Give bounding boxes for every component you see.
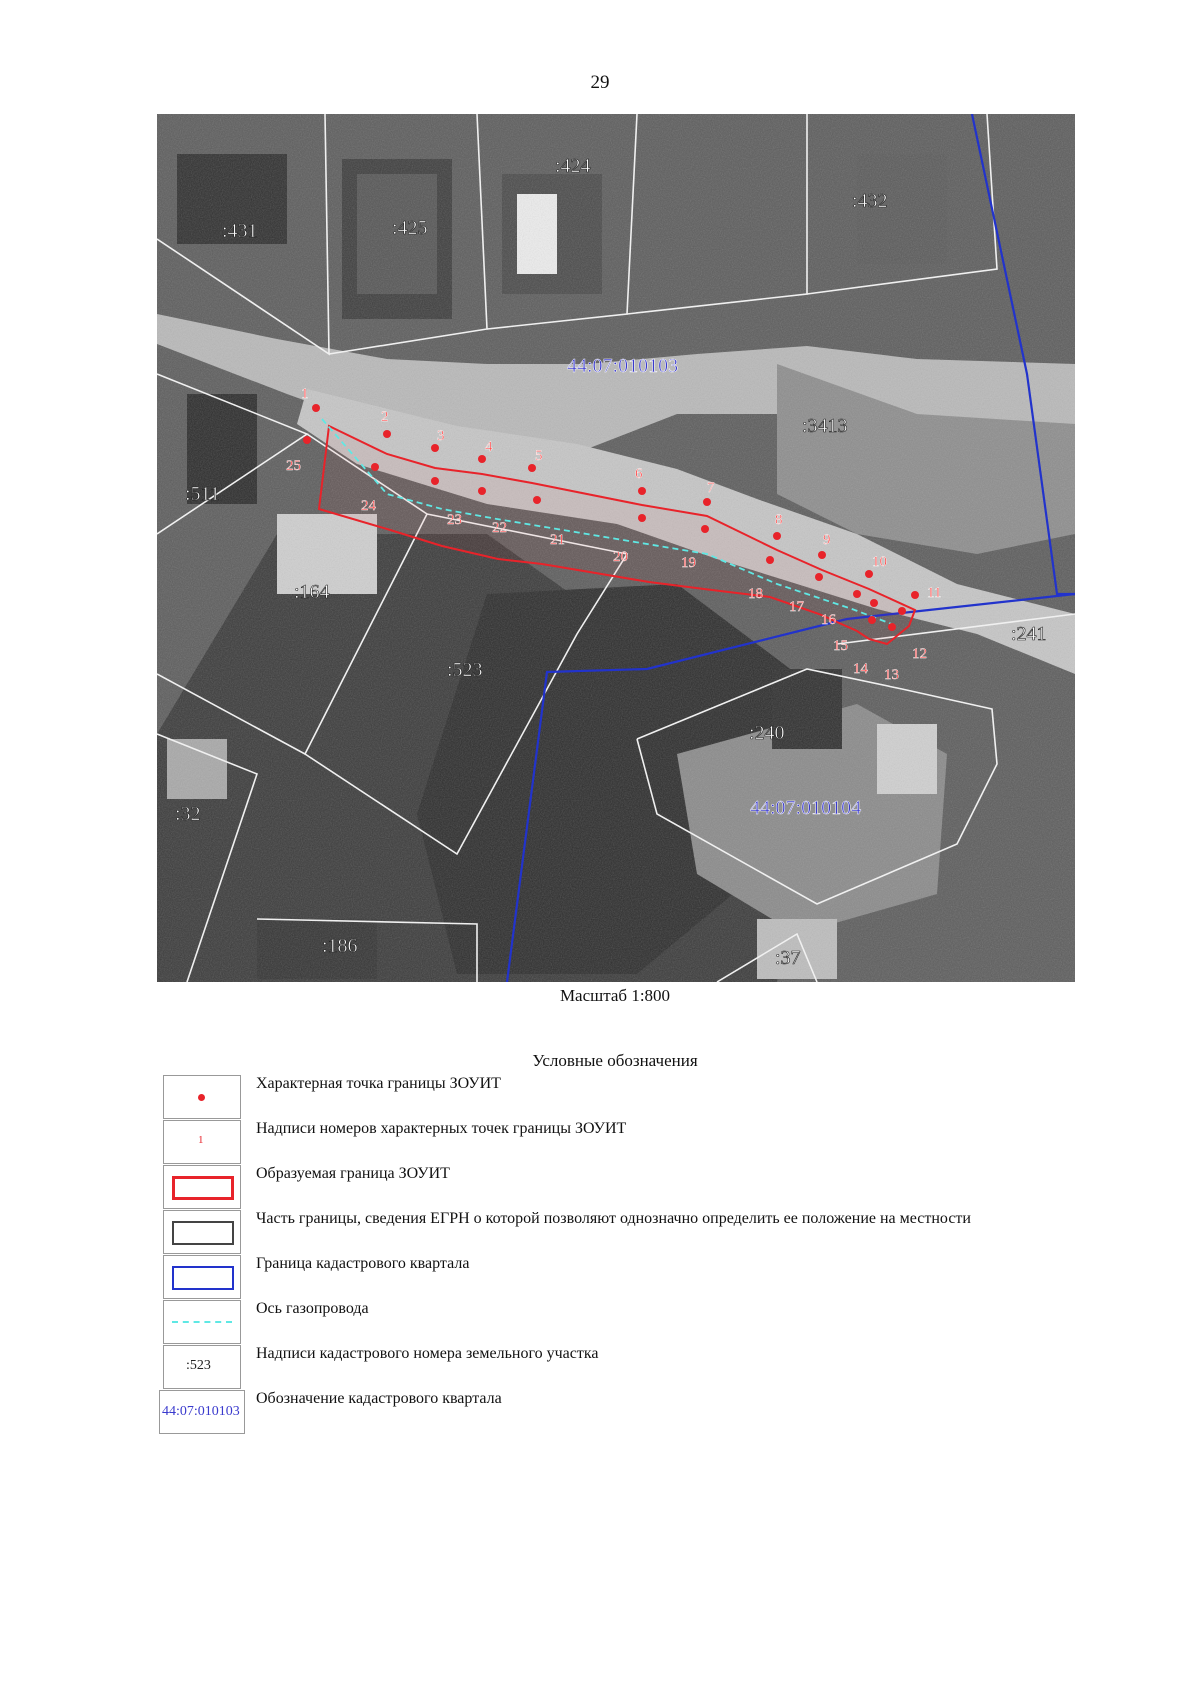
parcel-number-sample: :523 — [186, 1358, 211, 1373]
point-16 — [853, 590, 861, 598]
point-9 — [818, 551, 826, 559]
legend-symbol-box — [163, 1075, 241, 1119]
point-label: 22 — [492, 520, 507, 536]
legend-symbol-box — [163, 1300, 241, 1344]
point-19 — [701, 525, 709, 533]
point-label: 11 — [927, 585, 942, 601]
point-label: 10 — [872, 554, 887, 570]
point-label: 7 — [707, 480, 715, 496]
point-label: 3 — [437, 428, 445, 444]
quarter-number-sample: 44:07:010103 — [162, 1404, 240, 1419]
legend-text: Граница кадастрового квартала — [256, 1255, 470, 1272]
blue-rect-icon — [172, 1266, 234, 1290]
point-label: 18 — [748, 586, 763, 602]
point-number-sample: 1 — [198, 1134, 204, 1146]
point-label: 1 — [301, 386, 309, 402]
point-label: 12 — [912, 646, 927, 662]
legend-text: Надписи номеров характерных точек границы ЗОУИТ — [256, 1120, 627, 1137]
scale-caption: Масштаб 1:800 — [559, 986, 671, 1005]
point-11 — [911, 591, 919, 599]
point-label: 2 — [381, 409, 389, 425]
legend-title: Условные обозначения — [532, 1051, 698, 1070]
legend-text: Характерная точка границы ЗОУИТ — [256, 1075, 501, 1092]
cyan-dash-icon — [172, 1321, 232, 1323]
point-14 — [868, 616, 876, 624]
point-label: 20 — [613, 549, 628, 565]
point-label: 24 — [361, 498, 376, 514]
point-label: 6 — [635, 466, 643, 482]
legend-text: Надписи кадастрового номера земельного участка — [256, 1345, 599, 1362]
point-label: 5 — [535, 448, 543, 464]
quarter-label: 44:07:010103 — [567, 355, 679, 377]
point-5 — [528, 464, 536, 472]
legend-symbol-box — [163, 1120, 241, 1164]
point-6 — [638, 487, 646, 495]
point-24 — [371, 463, 379, 471]
legend-text: Обозначение кадастрового квартала — [256, 1390, 502, 1407]
quarter-label: 44:07:010104 — [750, 797, 862, 819]
legend-text: Образуемая граница ЗОУИТ — [256, 1165, 450, 1182]
point-3 — [431, 444, 439, 452]
point-8 — [773, 532, 781, 540]
point-label: 4 — [485, 439, 493, 455]
gray-rect-icon — [172, 1221, 234, 1245]
point-1 — [312, 404, 320, 412]
parcel-label: :186 — [322, 935, 358, 957]
point-10 — [865, 570, 873, 578]
parcel-label: :432 — [852, 190, 888, 212]
red-rect-icon — [172, 1176, 234, 1200]
point-20 — [638, 514, 646, 522]
legend-symbol-box — [163, 1165, 241, 1209]
point-15 — [870, 599, 878, 607]
point-label: 19 — [681, 555, 696, 571]
parcel-label: :241 — [1011, 623, 1047, 645]
point-label: 9 — [823, 532, 831, 548]
parcel-label: :523 — [447, 659, 483, 681]
legend-symbol-box — [163, 1345, 241, 1389]
point-label: 14 — [853, 661, 868, 677]
point-23 — [431, 477, 439, 485]
point-label: 21 — [550, 532, 565, 548]
point-label: 15 — [833, 638, 848, 654]
point-label: 16 — [821, 612, 836, 628]
parcel-label: :32 — [175, 803, 201, 825]
legend-text: Ось газопровода — [256, 1300, 369, 1317]
page-number: 29 — [590, 72, 610, 93]
point-4 — [478, 455, 486, 463]
parcel-label: :240 — [749, 722, 785, 744]
point-label: 23 — [447, 512, 462, 528]
point-label: 25 — [286, 458, 301, 474]
point-7 — [703, 498, 711, 506]
parcel-label: :424 — [555, 155, 591, 177]
legend-symbol-box — [163, 1210, 241, 1254]
legend-symbol-box — [163, 1255, 241, 1299]
point-label: 8 — [775, 512, 783, 528]
point-22 — [478, 487, 486, 495]
parcel-label: :511 — [185, 483, 220, 505]
point-12 — [898, 607, 906, 615]
legend-symbol-box — [159, 1390, 245, 1434]
parcel-label: :3413 — [802, 415, 848, 437]
cadastral-map — [157, 114, 1075, 982]
map-svg — [157, 114, 1075, 982]
point-label: 17 — [789, 599, 804, 615]
point-18 — [766, 556, 774, 564]
point-25 — [303, 436, 311, 444]
point-21 — [533, 496, 541, 504]
parcel-label: :425 — [392, 217, 428, 239]
parcel-label: :37 — [775, 947, 801, 969]
legend-text: Часть границы, сведения ЕГРН о которой позволяют однозначно определить ее положение на местности — [256, 1210, 971, 1227]
parcel-label: :431 — [222, 220, 258, 242]
point-2 — [383, 430, 391, 438]
point-17 — [815, 573, 823, 581]
parcel-label: :164 — [294, 581, 330, 603]
red-dot-icon — [198, 1094, 205, 1101]
point-13 — [888, 623, 896, 631]
point-label: 13 — [884, 667, 899, 683]
